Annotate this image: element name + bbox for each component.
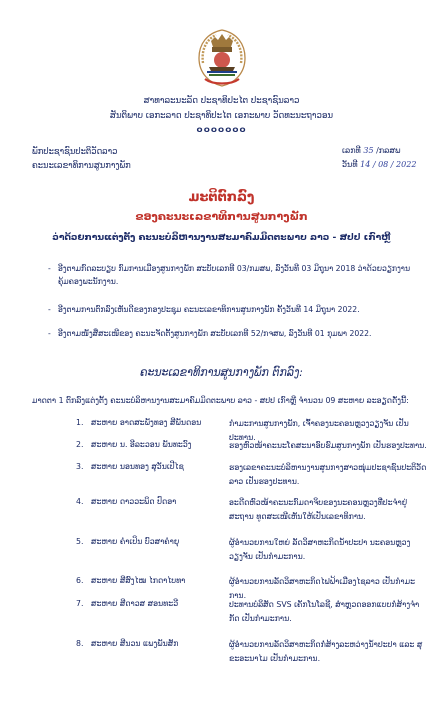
member-number: 6. xyxy=(76,576,84,585)
legal-basis-item: - ອີງຕາມການຕົກລົງເຫັນດີຂອງກອງປະຊຸມ ຄະນະເລຂາທິການສູນກາງພັກ ຄັ້ງວັນທີ 14 ມິຖຸນາ 2022. xyxy=(48,305,360,314)
member-name: ສະຫາຍ ນ. ອີລະວອນ ພັນທະວົງ xyxy=(91,440,192,449)
member-number: 5. xyxy=(76,537,84,546)
party-name: ພັກປະຊາຊົນປະຕິວັດລາວ xyxy=(32,146,118,156)
ref-date-label: ວັນທີ xyxy=(342,160,358,169)
legal-basis-item: - ອີງຕາມກົດລະບຽບ ກົມການເມືອງສູນກາງພັກ ສະບັບເລກທີ 03/ກມສພ, ລົງວັນທີ 03 ມິຖຸນາ 2018 ວ່າດ້ວຍວຽກງານຄຸ້ມຄອງພະນັກງານ. xyxy=(48,264,411,286)
article-1: ມາດຕາ 1 ຕົກລົງແຕ່ງຕັ້ງ ຄະນະບໍລິຫານງານສະມາຄົມມິດຕະພາບ ລາວ - ສປປ ເກົາຫຼີ ຈໍານວນ 09 ສະຫາຍ ລະອຽດດັ່ງນີ້: xyxy=(32,396,409,405)
ref-date-value: 14 / 08 / 2022 xyxy=(360,160,417,169)
member-number: 3. xyxy=(76,462,84,471)
document-title: ມະຕິຕົກລົງ xyxy=(188,190,255,205)
member-name: ສະຫາຍ ສີດາວສ ສອນທະວີ xyxy=(91,599,179,608)
ref-number-label: ເລກທີ xyxy=(342,146,361,155)
ref-number-value: 35 xyxy=(363,146,374,155)
national-motto: ສັນຕິພາບ ເອກະລາດ ປະຊາທິປະໄຕ ເອກະພາບ ວັດທະນະຖາວອນ xyxy=(109,111,334,121)
document-issuer: ຂອງຄະນະເລຂາທິການສູນກາງພັກ xyxy=(135,210,308,223)
reference-date xyxy=(342,160,416,169)
member-name: ສະຫາຍ ສີສົງໄໝ ໄກດາໄບທາ xyxy=(91,576,186,585)
member-role: ປະທານບໍລິສັດ SVS ເຄັກໂນໂລຊີ, ສໍາຫຼວດອອກແບບກໍ່ສ້າງຈໍາກັດ ເປັນກໍາມະການ. xyxy=(229,600,420,623)
country-name: ສາທາລະນະລັດ ປະຊາທິປະໄຕ ປະຊາຊົນລາວ xyxy=(143,96,300,106)
member-role: ອະດີດຫົວໜ້າຄະນະກົມດາຈິບຂອງນະຄອນຫຼວງທີ່ປະຈໍາຢູ່ສະຖານ ທູດສະເໜີເຫັນໃຫ້ເປັນເລຂາທິການ. xyxy=(229,498,408,521)
member-number: 4. xyxy=(76,497,84,506)
issuing-body: ຄະນະເລຂາທິການສູນກາງພັກ xyxy=(32,160,131,170)
member-name: ສະຫາຍ ຄໍາເປິນ ບົວສາຄໍາຍຸ xyxy=(91,537,180,546)
member-role: ຮອງຫົວໜ້າຄະນະໂຄສະນາອົບຮົມສູນກາງພັກ ເປັນຮອງປະທານ. xyxy=(229,441,427,450)
member-number: 8. xyxy=(76,639,84,648)
header-ornament: ໐໐໐໐໐໐໐ xyxy=(196,125,247,134)
member-role: ຜູ້ອໍານວຍການລັດວິສາຫະກິດກໍ່ສ້າງລະຫວ່າງນໍ້າປະປາ ແລະ ສຸຂະອະນາໄມ ເປັນກໍາມະການ. xyxy=(229,640,423,663)
member-role: ຜູ້ອໍານວຍການໃຫຍ່ ລັດວິສາຫະກິດນໍ້າປະປາ ນະຄອນຫຼວງວຽງຈັນ ເປັນກໍາມະການ. xyxy=(229,538,411,561)
member-name: ສະຫາຍ ດາວວະພິດ ປົດອາ xyxy=(91,497,177,506)
member-role: ຮອງເລຂາຄະນະບໍລິຫານງານສູນກາງສາວໜຸ່ມປະຊາຊົນປະຕິວັດລາວ ເປັນຮອງປະທານ. xyxy=(229,463,427,486)
member-number: 1. xyxy=(76,418,84,427)
member-role: ຜູ້ອໍານວຍການລັດວິສາຫະກິດໄຟຟ້າເມືອງໄຊລາວ ເປັນກໍາມະການ. xyxy=(229,577,416,600)
member-role: ກໍາມະການສູນກາງພັກ, ເຈົ້າຄອງນະຄອນຫຼວງວຽງຈັນ ເປັນປະທານ. xyxy=(229,419,409,442)
legal-basis-item: - ອີງຕາມໜັງສືສະເໜີຂອງ ຄະນະຈັດຕັ້ງສູນກາງພັກ ສະບັບເລກທີ 52/ກຈສພ, ລົງວັນທີ 01 ກຸມພາ 2022. xyxy=(48,329,372,338)
national-emblem-icon xyxy=(193,27,251,89)
reference-number xyxy=(342,146,400,155)
document-subject: ວ່າດ້ວຍການແຕ່ງຕັ້ງ ຄະນະບໍລິຫານງານສະມາຄົມມິດຕະພາບ ລາວ - ສປປ ເກົາຫຼີ xyxy=(52,232,391,243)
member-name: ສະຫາຍ ສີນວນ ແພງພັນສັກ xyxy=(91,639,179,648)
decision-heading: ຄະນະເລຂາທິການສູນກາງພັກ ຕົກລົງ: xyxy=(139,366,304,379)
member-number: 2. xyxy=(76,440,84,449)
member-number: 7. xyxy=(76,599,84,608)
ref-number-suffix: /ກລສພ xyxy=(376,146,401,155)
member-name: ສະຫາຍ ນອນທອງ ສຸວັນເປີໄຊ xyxy=(91,462,184,471)
member-name: ສະຫາຍ ອາດສະພັງທອງ ສີພັນດອນ xyxy=(91,418,202,427)
